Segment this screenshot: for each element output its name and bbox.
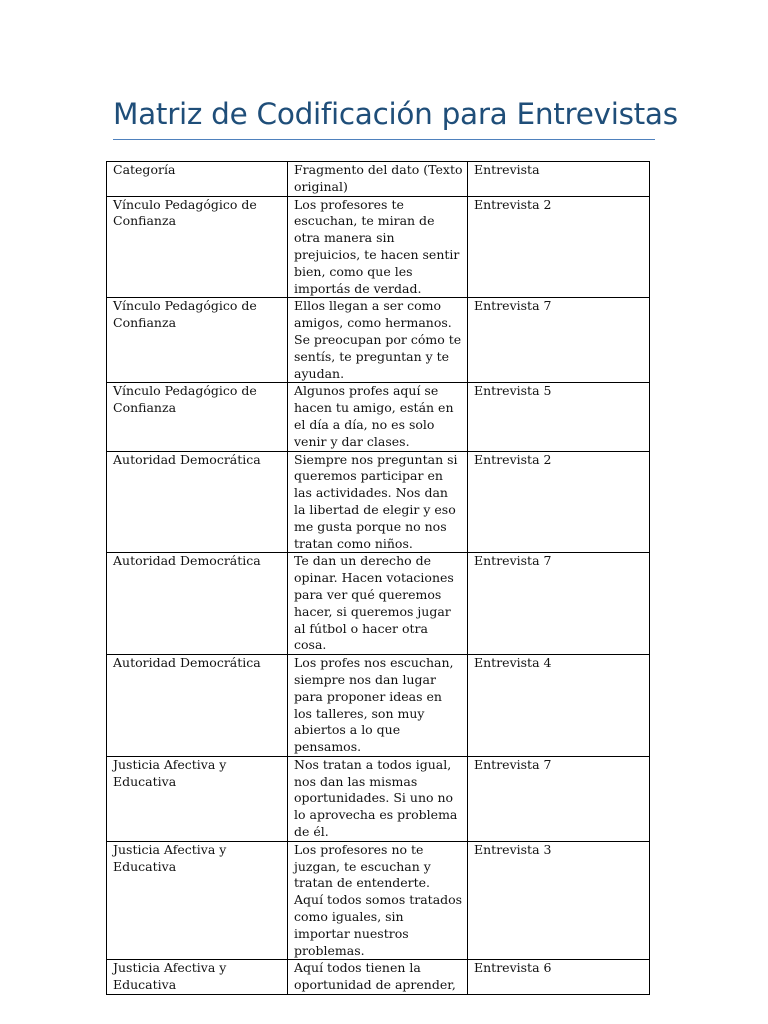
- cell-interview: Entrevista 2: [468, 196, 650, 298]
- cell-category: Vínculo Pedagógico de Confianza: [107, 383, 288, 451]
- table-body: [107, 162, 650, 995]
- table-row: [107, 196, 650, 298]
- page-title: Matriz de Codificación para Entrevistas: [113, 97, 678, 131]
- cell-category: Autoridad Democrática: [107, 451, 288, 553]
- cell-interview: Entrevista 3: [468, 841, 650, 960]
- cell-category: Justicia Afectiva y Educativa: [107, 756, 288, 841]
- title-divider: [113, 139, 655, 140]
- cell-fragment: Aquí todos tienen la oportunidad de aprender,: [288, 960, 468, 995]
- header-cell-interview: Entrevista: [468, 162, 650, 197]
- table-row: [107, 298, 650, 383]
- cell-fragment: Los profesores no te juzgan, te escuchan y tratan de entenderte. Aquí todos somos tratados como iguales, sin importar nuestros problemas.: [288, 841, 468, 960]
- cell-interview: Entrevista 5: [468, 383, 650, 451]
- cell-fragment: Los profesores te escuchan, te miran de otra manera sin prejuicios, te hacen sentir bien, como que les importás de verdad.: [288, 196, 468, 298]
- table-row: [107, 655, 650, 757]
- cell-fragment: Nos tratan a todos igual, nos dan las mismas oportunidades. Si uno no lo aprovecha es problema de él.: [288, 756, 468, 841]
- cell-fragment: Ellos llegan a ser como amigos, como hermanos. Se preocupan por cómo te sentís, te preguntan y te ayudan.: [288, 298, 468, 383]
- table-row: [107, 451, 650, 553]
- cell-interview: Entrevista 6: [468, 960, 650, 995]
- header-cell-category: Categoría: [107, 162, 288, 197]
- table-row: [107, 383, 650, 451]
- cell-interview: Entrevista 2: [468, 451, 650, 553]
- cell-fragment: Siempre nos preguntan si queremos participar en las actividades. Nos dan la libertad de elegir y eso me gusta porque no nos tratan como niños.: [288, 451, 468, 553]
- cell-category: Justicia Afectiva y Educativa: [107, 841, 288, 960]
- table-row: [107, 553, 650, 655]
- cell-interview: Entrevista 7: [468, 756, 650, 841]
- cell-interview: Entrevista 7: [468, 553, 650, 655]
- cell-interview: Entrevista 4: [468, 655, 650, 757]
- table-row: [107, 756, 650, 841]
- cell-category: Vínculo Pedagógico de Confianza: [107, 298, 288, 383]
- cell-fragment: Los profes nos escuchan, siempre nos dan lugar para proponer ideas en los talleres, son muy abiertos a lo que pensamos.: [288, 655, 468, 757]
- cell-fragment: Algunos profes aquí se hacen tu amigo, están en el día a día, no es solo venir y dar clases.: [288, 383, 468, 451]
- cell-category: Justicia Afectiva y Educativa: [107, 960, 288, 995]
- table-header-row: [107, 162, 650, 197]
- cell-category: Autoridad Democrática: [107, 655, 288, 757]
- cell-interview: Entrevista 7: [468, 298, 650, 383]
- table-row: [107, 841, 650, 960]
- header-cell-fragment: Fragmento del dato (Texto original): [288, 162, 468, 197]
- table-row: [107, 960, 650, 995]
- cell-fragment: Te dan un derecho de opinar. Hacen votaciones para ver qué queremos hacer, si queremos jugar al fútbol o hacer otra cosa.: [288, 553, 468, 655]
- cell-category: Vínculo Pedagógico de Confianza: [107, 196, 288, 298]
- coding-matrix-table: [106, 161, 650, 995]
- cell-category: Autoridad Democrática: [107, 553, 288, 655]
